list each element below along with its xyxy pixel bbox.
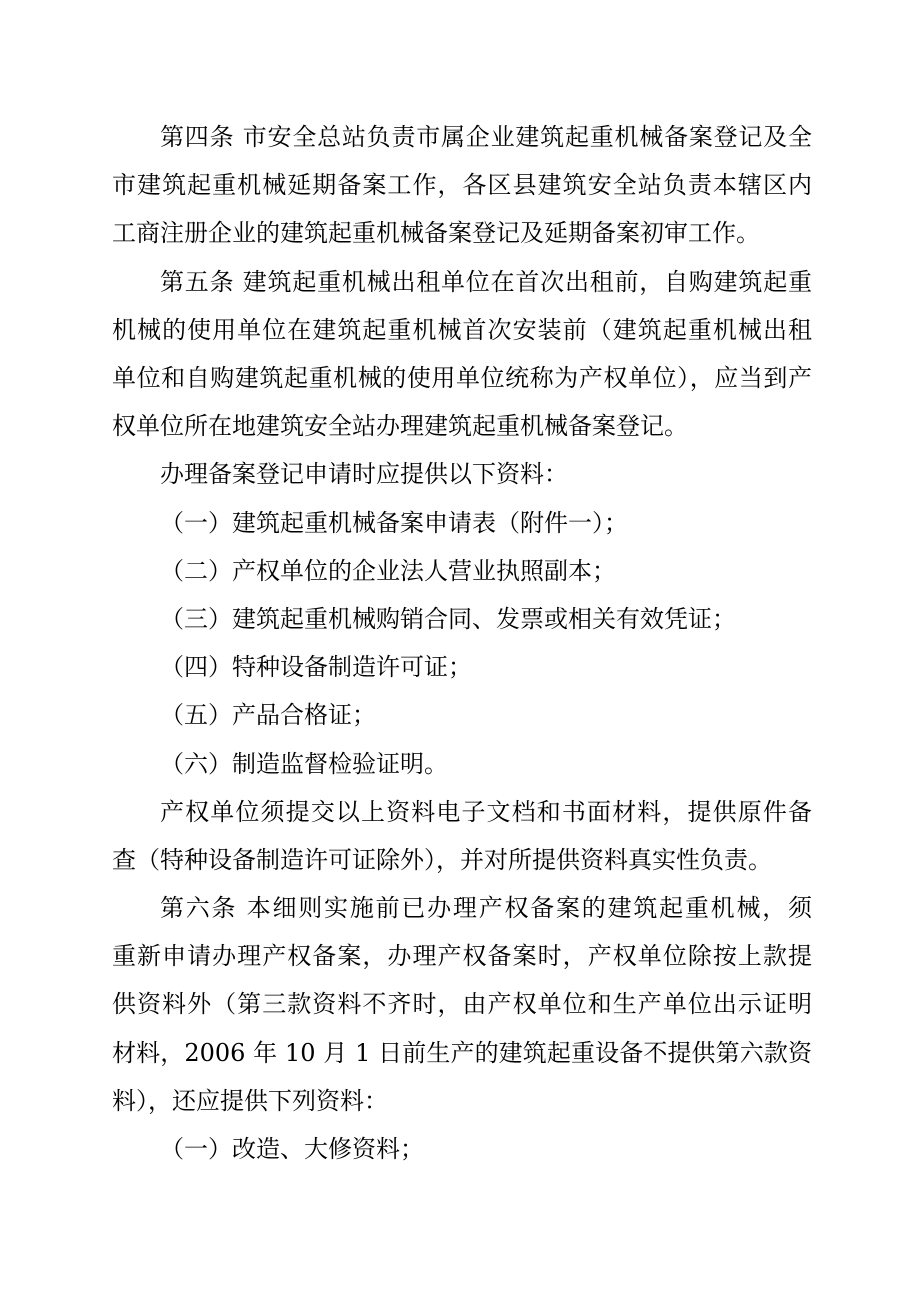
article-5-line-2: 机械的使用单位在建筑起重机械首次安装前（建筑起重机械出租 (112, 316, 812, 344)
article-5-line-4: 权单位所在地建筑安全站办理建筑起重机械备案登记。 (112, 412, 688, 440)
article-5-line-3: 单位和自购建筑起重机械的使用单位统称为产权单位），应当到产 (112, 364, 812, 392)
article-6-line-3: 供资料外（第三款资料不齐时，由产权单位和生产单位出示证明 (112, 990, 812, 1018)
article-6-line-5: 料），还应提供下列资料： (112, 1087, 388, 1115)
submission-line-1: 产权单位须提交以上资料电子文档和书面材料，提供原件备 (160, 798, 812, 826)
list-item-2: （二）产权单位的企业法人营业执照副本； (160, 557, 616, 585)
article-6-line-4: 材料，2006 年 10 月 1 日前生产的建筑起重设备不提供第六款资 (112, 1039, 812, 1067)
list-item-4: （四）特种设备制造许可证； (160, 653, 472, 681)
article-4-line-1: 第四条 市安全总站负责市属企业建筑起重机械备案登记及全 (160, 123, 812, 151)
list-item-5: （五）产品合格证； (160, 701, 376, 729)
article-4-line-3: 工商注册企业的建筑起重机械备案登记及延期备案初审工作。 (112, 219, 760, 247)
list-item-6: （六）制造监督检验证明。 (160, 750, 448, 778)
list-item-3: （三）建筑起重机械购销合同、发票或相关有效凭证； (160, 605, 736, 633)
article-6-line-2: 重新申请办理产权备案，办理产权备案时，产权单位除按上款提 (112, 942, 812, 970)
list-item-1: （一）建筑起重机械备案申请表（附件一）； (160, 509, 628, 537)
article-6-list-item-1: （一）改造、大修资料； (160, 1135, 424, 1163)
materials-intro: 办理备案登记申请时应提供以下资料： (160, 460, 568, 488)
article-4-line-2: 市建筑起重机械延期备案工作，各区县建筑安全站负责本辖区内 (112, 171, 812, 199)
article-5-line-1: 第五条 建筑起重机械出租单位在首次出租前，自购建筑起重 (160, 268, 812, 296)
submission-line-2: 查（特种设备制造许可证除外），并对所提供资料真实性负责。 (112, 846, 772, 874)
article-6-line-1: 第六条 本细则实施前已办理产权备案的建筑起重机械，须 (160, 894, 812, 922)
